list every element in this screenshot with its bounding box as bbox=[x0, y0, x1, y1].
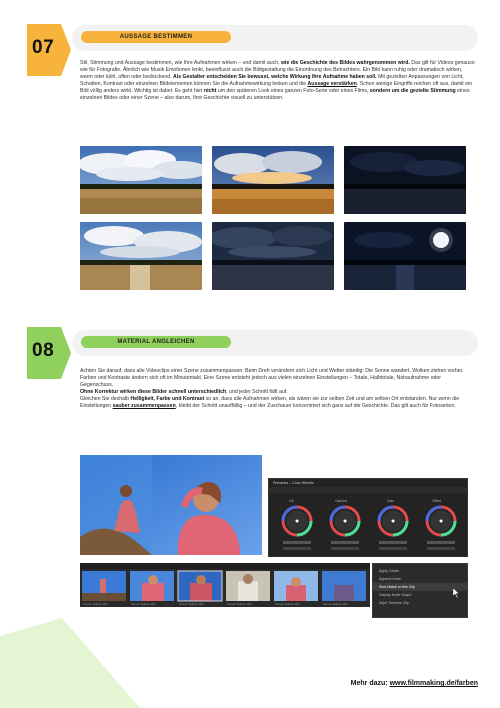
photo-field-night-dark bbox=[344, 146, 466, 214]
section-8-body: Achten Sie darauf, dass alle Videoclips einer Szene zusammenpassen. Beim Dreh verändern sich Licht und Wetter ständig: Die Sonne wandert, Wolken ziehen vorbei. Farben und Kontraste ändern sich oft im Minutentakt. Eine Szene entsteht jedoch aus vielen einzelnen Einstellungen – Totale, Halbtotale, Nahaufnahme oder Gegenschuss. Ohne Korrektur wirken diese Bilder schnell unterschiedlich, und jeder Schnitt fällt auf. Gleichen Sie deshalb Helligkeit, Farbe und Kontrast so an, dass alle Aufnahmen wirken, als wären sie zur selben Zeit und am selben Ort entstanden. Nur wenn die Einstellungen sauber zusammenpassen, bleibt der Schnitt unauffällig – und der Zuschauer konzentriert sich ganz auf die Geschichte. Das gilt auch für Fotoserien. bbox=[80, 368, 464, 410]
photo-field-moon bbox=[344, 222, 466, 290]
footer-prefix: Mehr dazu: bbox=[350, 680, 390, 687]
clip-thumb-3[interactable] bbox=[178, 571, 222, 601]
clip-label-4: Screen Selling HQ4 bbox=[227, 602, 252, 606]
section-8-pill: MATERIAL ANGLEICHEN bbox=[81, 336, 231, 348]
section-7-number-badge bbox=[27, 24, 71, 76]
menu-item-shot-match[interactable]: Shot Match to this Clip bbox=[373, 583, 467, 591]
wheel-label-offset: Offset bbox=[432, 499, 441, 503]
clip-thumbnail-strip bbox=[80, 563, 370, 607]
section-7-number: 07 bbox=[32, 37, 55, 58]
color-wheel-gamma[interactable] bbox=[331, 507, 359, 535]
clip-label-3: Screen Selling HQ4 bbox=[179, 602, 204, 606]
clip-thumb-4[interactable] bbox=[226, 571, 270, 601]
clip-label-2: Screen Selling HQ4 bbox=[131, 602, 156, 606]
color-grading-panel bbox=[268, 478, 468, 557]
color-panel-title: Primaries – Color Wheels bbox=[273, 481, 314, 485]
decorative-green-shape bbox=[0, 618, 140, 708]
clip-label-1: Screen Selling HQ4 bbox=[83, 602, 108, 606]
section-8-number-badge bbox=[27, 327, 71, 379]
menu-item-append-node[interactable]: Append Node bbox=[379, 577, 401, 581]
menu-item-apply-grade[interactable]: Apply Grade bbox=[379, 569, 399, 573]
clip-thumb-1[interactable] bbox=[82, 571, 126, 601]
menu-item-display-node-graph[interactable]: Display Node Graph bbox=[379, 593, 412, 597]
clip-thumb-5[interactable] bbox=[274, 571, 318, 601]
footer-link[interactable]: www.filmmaking.de/farben bbox=[389, 680, 478, 687]
link-zusammenpassen: sauber zusammenpassen bbox=[112, 403, 176, 410]
footer-more-info bbox=[351, 680, 478, 687]
photo-field-day bbox=[80, 146, 202, 214]
section-8-number: 08 bbox=[32, 340, 55, 361]
clip-thumb-2[interactable] bbox=[130, 571, 174, 601]
clip-label-5: Screen Selling HQ4 bbox=[275, 602, 300, 606]
context-menu bbox=[372, 563, 468, 618]
wheel-label-gain: Gain bbox=[387, 499, 395, 503]
photo-woman-comparison bbox=[80, 455, 262, 555]
clip-thumb-6[interactable] bbox=[322, 571, 366, 601]
cursor-icon bbox=[453, 588, 461, 598]
wheel-label-lift: Lift bbox=[289, 499, 294, 503]
photo-field-stormy bbox=[212, 222, 334, 290]
section-7-pill: AUSSAGE BESTIMMEN bbox=[81, 31, 231, 43]
section-7-body: Stil, Stimmung und Aussage bestimmen, wie Ihre Aufnahmen wirken – und damit auch, wie die Geschichte des Bildes wahrgenommen wird. Das gilt für Videos genauso wie für Fotografie. Ähnlich wie Musik Emotionen lenkt, beeinflusst auch die Bildgestaltung die Einordnung des Betrachters. Ein Bild kann ruhig oder dramatisch wirken, warm oder kühl, offen oder bedrückend. Als Gestalter entscheiden Sie bewusst, welche Wirkung Ihre Aufnahme haben soll. Mit gezielten Anpassungen von Licht, Schatten, Kontrast oder einzelnen Bildelementen können Sie die Aufnahmewirkung lenken und die Aussage verstärken. Schon wenige Eingriffe reichen oft aus, damit ein Bild völlig anders wirkt. Wichtig ist dabei: Es geht hier nicht um den späteren Look eines ganzen Foto-Serie oder eines Films, sondern um die gezielte Stimmung eines einzelnen Bildes oder einer Szene – also darum, Ihre Geschichte visuell zu unterstützen. bbox=[80, 60, 475, 102]
clip-label-6: Screen Selling HQ4 bbox=[323, 602, 348, 606]
color-wheel-offset[interactable] bbox=[427, 507, 455, 535]
color-wheel-gain[interactable] bbox=[379, 507, 407, 535]
photo-field-sunset bbox=[212, 146, 334, 214]
link-aussage: Aussage verstärken bbox=[307, 81, 357, 88]
wheel-label-gamma: Gamma bbox=[335, 499, 348, 503]
photo-field-overcast bbox=[80, 222, 202, 290]
menu-item-wipe-timeline[interactable]: Wipe Timeline Clip bbox=[379, 601, 409, 605]
color-wheel-lift[interactable] bbox=[283, 507, 311, 535]
